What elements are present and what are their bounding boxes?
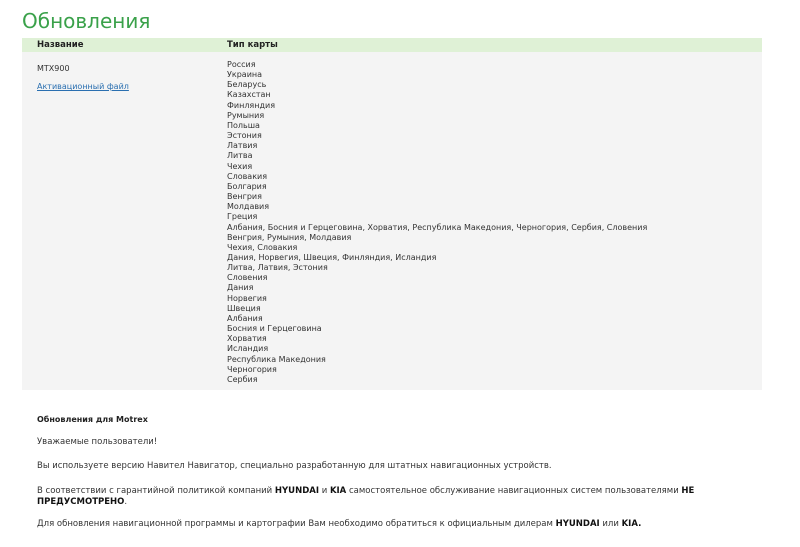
updates-table	[22, 38, 762, 390]
map-type-item: Хорватия	[227, 334, 267, 344]
map-type-item: Босния и Герцеговина	[227, 324, 322, 334]
table-header	[22, 38, 762, 52]
info-section	[37, 415, 777, 529]
page-title: Обновления	[22, 9, 151, 33]
activation-file-link[interactable]: Активационный файл	[37, 82, 129, 91]
map-type-item: Сербия	[227, 374, 258, 384]
version-text: Вы используете версию Навител Навигатор, специально разработанную для штатных навигационных устройств.	[37, 461, 552, 471]
map-type-item: Республика Македония	[227, 354, 326, 364]
map-type-item: Черногория	[227, 364, 277, 374]
warranty-text-part: самостоятельное обслуживание навигационных систем пользователями	[346, 486, 682, 496]
map-type-item: Албания, Босния и Герцеговина, Хорватия, Республика Македония, Черногория, Сербия, Словения	[227, 222, 648, 232]
warranty-text	[37, 486, 767, 508]
map-type-item: Исландия	[227, 344, 269, 354]
dealers-text-part: Для обновления навигационной программы и картографии Вам необходимо обратиться к официальным дилерам	[37, 519, 556, 529]
map-type-item: Болгария	[227, 181, 267, 191]
map-type-item: Норвегия	[227, 293, 267, 303]
column-header-name: Название	[37, 40, 84, 50]
map-type-item: Россия	[227, 60, 256, 69]
map-type-item: Литва	[227, 151, 253, 161]
map-type-item: Беларусь	[227, 80, 267, 90]
info-title: Обновления для Motrex	[37, 415, 148, 424]
map-type-item: Румыния	[227, 110, 265, 120]
map-type-item: Чехия	[227, 161, 253, 171]
dealers-text	[37, 519, 641, 530]
warranty-text-part: и	[319, 486, 330, 496]
map-type-item: Словения	[227, 273, 268, 283]
brand-kia: KIA.	[621, 519, 642, 529]
map-type-item: Албания	[227, 313, 263, 323]
map-type-item: Латвия	[227, 141, 258, 151]
column-header-map-type: Тип карты	[227, 40, 278, 50]
map-type-list	[227, 60, 647, 385]
map-type-item: Украина	[227, 70, 263, 80]
warranty-text-part: В соответствии с гарантийной политикой компаний	[37, 486, 275, 496]
map-type-item: Греция	[227, 212, 258, 222]
greeting-text: Уважаемые пользователи!	[37, 437, 158, 447]
map-type-item: Эстония	[227, 131, 262, 141]
map-type-item: Польша	[227, 120, 260, 130]
map-type-item: Молдавия	[227, 202, 270, 212]
map-type-item: Венгрия	[227, 192, 262, 202]
dealers-text-part: или	[599, 519, 622, 529]
map-type-item: Литва, Латвия, Эстония	[227, 263, 328, 273]
map-type-item: Швеция	[227, 303, 261, 313]
map-type-item: Дания	[227, 283, 254, 293]
map-type-item: Чехия, Словакия	[227, 242, 298, 252]
brand-hyundai: HYUNDAI	[274, 486, 319, 496]
map-type-item: Венгрия, Румыния, Молдавия	[227, 232, 352, 242]
map-type-item: Казахстан	[227, 90, 271, 100]
brand-hyundai: HYUNDAI	[555, 519, 600, 529]
not-provided-emphasis: НЕ ПРЕДУСМОТРЕНО	[37, 486, 695, 507]
brand-kia: KIA	[329, 486, 347, 496]
warranty-text-part: .	[124, 497, 128, 507]
map-type-item: Словакия	[227, 171, 268, 181]
device-name: MTX900	[37, 64, 70, 73]
map-type-item: Финляндия	[227, 100, 276, 110]
map-type-item: Дания, Норвегия, Швеция, Финляндия, Исландия	[227, 252, 437, 262]
